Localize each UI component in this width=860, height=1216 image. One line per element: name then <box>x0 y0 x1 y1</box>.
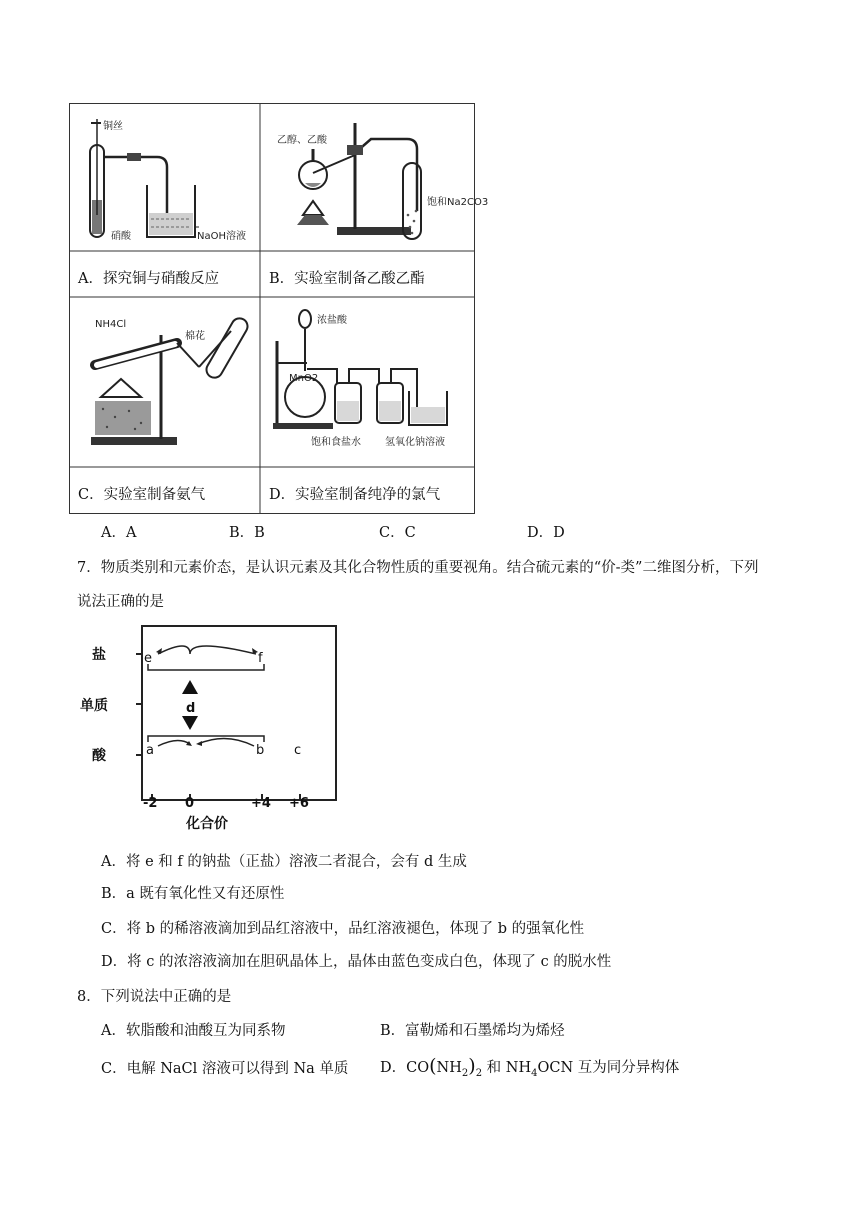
q7-stem-line1: 7．物质类别和元素价态，是认识元素及其化合物性质的重要视角。结合硫元素的“价-类”二维图分析，下列 <box>77 560 759 576</box>
svg-text:饱和食盐水: 饱和食盐水 <box>311 437 361 448</box>
caption-a: A．探究铜与硝酸反应 <box>78 271 219 287</box>
figure-chlorine <box>267 305 471 455</box>
caption-c: C．实验室制备氨气 <box>78 487 206 503</box>
figure-ammonia <box>81 305 253 455</box>
x-tick-neg2: -2 <box>143 796 158 811</box>
formula-ammonium-cyanate: $NH_4OCN$ <box>505 1060 574 1079</box>
q7-option-c[interactable]: C．将 b 的稀溶液滴加到品红溶液中，品红溶液褪色，体现了 b 的强氧化性 <box>101 921 585 937</box>
q8-stem: 8．下列说法中正确的是 <box>77 989 232 1005</box>
formula-urea: $CO(NH_2)_2$ <box>406 1055 483 1079</box>
valence-class-graph <box>80 620 356 835</box>
q7-option-b[interactable]: B．a 既有氧化性又有还原性 <box>101 886 285 902</box>
q8-option-a[interactable]: A．软脂酸和油酸互为同系物 <box>101 1023 286 1039</box>
svg-text:饱和Na2CO3: 饱和Na2CO3 <box>427 197 489 208</box>
svg-text:浓盐酸: 浓盐酸 <box>317 315 347 326</box>
q7-option-d[interactable]: D．将 c 的浓溶液滴加在胆矾晶体上，晶体由蓝色变成白色，体现了 c 的脱水性 <box>101 954 612 970</box>
figure-ethyl-acetate <box>267 115 489 243</box>
svg-text:棉花: 棉花 <box>185 331 205 342</box>
svg-text:氢氧化钠溶液: 氢氧化钠溶液 <box>385 437 445 448</box>
q6-apparatus-table <box>69 103 489 514</box>
q6-option-d[interactable]: D．D <box>527 525 565 541</box>
figure-copper-nitric-acid <box>77 115 253 243</box>
svg-text:硝酸: 硝酸 <box>111 231 131 242</box>
caption-b: B．实验室制备乙酸乙酯 <box>269 271 425 287</box>
point-c: c <box>294 743 302 758</box>
x-tick-pos4: +4 <box>251 796 271 811</box>
y-label-salt: 盐 <box>92 647 106 663</box>
caption-d: D．实验室制备纯净的氯气 <box>269 487 441 503</box>
q6-option-a[interactable]: A．A <box>101 525 137 541</box>
x-tick-pos6: +6 <box>289 796 309 811</box>
y-label-element: 单质 <box>80 698 108 714</box>
q8-option-b[interactable]: B．富勒烯和石墨烯均为烯烃 <box>380 1023 565 1039</box>
q6-option-c[interactable]: C．C <box>379 525 416 541</box>
point-b: b <box>256 743 265 758</box>
q6-option-b[interactable]: B．B <box>229 525 265 541</box>
svg-text:乙醇、乙酸: 乙醇、乙酸 <box>277 135 327 146</box>
svg-text:NH4Cl: NH4Cl <box>95 319 127 330</box>
point-f: f <box>258 651 263 666</box>
q8-option-c[interactable]: C．电解 NaCl 溶液可以得到 Na 单质 <box>101 1061 349 1077</box>
point-d: d <box>186 701 196 716</box>
x-axis-title: 化合价 <box>186 816 228 832</box>
y-label-acid: 酸 <box>92 748 106 764</box>
x-tick-0: 0 <box>185 796 195 811</box>
svg-text:NaOH溶液: NaOH溶液 <box>197 231 246 242</box>
point-e: e <box>144 651 152 666</box>
svg-text:铜丝: 铜丝 <box>103 121 123 132</box>
point-a: a <box>146 743 154 758</box>
q7-stem-line2: 说法正确的是 <box>77 594 164 610</box>
q7-option-a[interactable]: A．将 e 和 f 的钠盐（正盐）溶液二者混合，会有 d 生成 <box>101 854 467 870</box>
q8-option-d[interactable]: D．$CO(NH_2)_2$ 和 $NH_4OCN$ 互为同分异构体 <box>380 1055 680 1079</box>
svg-text:MnO2: MnO2 <box>289 373 319 384</box>
